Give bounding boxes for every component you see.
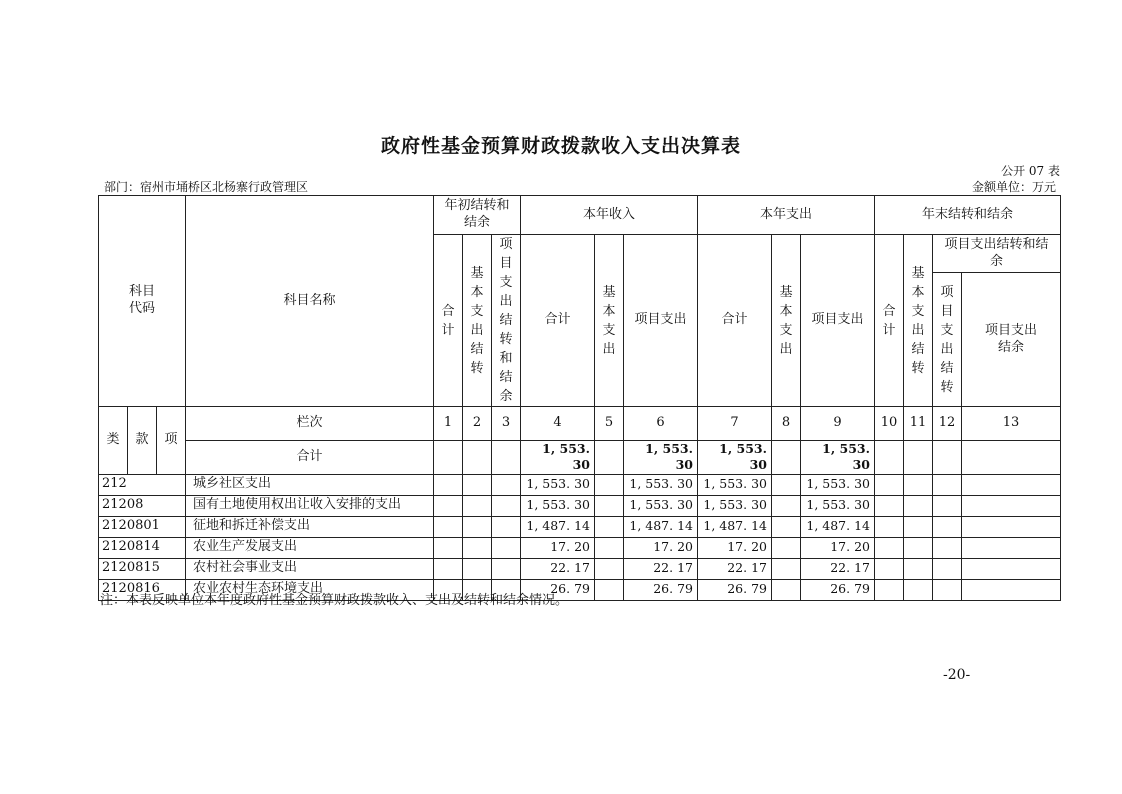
end-total-header: 合计	[875, 235, 904, 407]
column-no: 9	[801, 407, 875, 441]
subject-code: 2120816	[99, 579, 186, 600]
expense-project-cell: 26. 79	[801, 579, 875, 600]
subject-code: 21208	[99, 495, 186, 516]
income-total-cell: 17. 20	[521, 537, 595, 558]
begin-project-carry-header: 项目支出结转和结余	[492, 235, 521, 407]
empty-cell	[875, 495, 904, 516]
end-project-group-header: 项目支出结转和结余	[933, 235, 1061, 273]
income-total-cell: 26. 79	[521, 579, 595, 600]
column-no-label: 栏次	[186, 407, 434, 441]
empty-cell	[933, 516, 962, 537]
empty-cell	[933, 558, 962, 579]
column-no: 7	[698, 407, 772, 441]
expense-total-cell: 26. 79	[698, 579, 772, 600]
empty-cell	[904, 516, 933, 537]
empty-cell	[463, 495, 492, 516]
empty-cell	[875, 474, 904, 495]
empty-cell	[772, 495, 801, 516]
empty-cell	[772, 516, 801, 537]
empty-cell	[962, 495, 1061, 516]
empty-cell	[772, 537, 801, 558]
expense-total-cell: 17. 20	[698, 537, 772, 558]
empty-cell	[434, 537, 463, 558]
end-project-remain-header: 项目支出结余	[962, 273, 1061, 407]
empty-cell	[463, 516, 492, 537]
end-basic-carry-header: 基本支出结转	[904, 235, 933, 407]
begin-total-header: 合计	[434, 235, 463, 407]
income-total-cell: 1, 553. 30	[521, 495, 595, 516]
empty-cell	[904, 558, 933, 579]
table-row	[99, 474, 1061, 495]
expense-project-cell: 1, 553. 30	[801, 495, 875, 516]
total-label: 合计	[186, 441, 434, 475]
column-no: 2	[463, 407, 492, 441]
total-income-project: 1, 553. 30	[624, 441, 698, 475]
subject-name: 农村社会事业支出	[186, 558, 434, 579]
end-project-carry-header: 项目支出结转	[933, 273, 962, 407]
empty-cell	[492, 495, 521, 516]
expense-total-cell: 1, 553. 30	[698, 495, 772, 516]
empty-cell	[904, 579, 933, 600]
expense-project-cell: 22. 17	[801, 558, 875, 579]
department-label: 部门：宿州市埇桥区北杨寨行政管理区	[104, 180, 309, 194]
empty-cell	[463, 474, 492, 495]
column-no: 4	[521, 407, 595, 441]
expense-total-cell: 22. 17	[698, 558, 772, 579]
income-project-cell: 17. 20	[624, 537, 698, 558]
empty-cell	[875, 579, 904, 600]
column-no: 5	[595, 407, 624, 441]
expense-project-header: 项目支出	[801, 235, 875, 407]
expense-basic-header: 基本支出	[772, 235, 801, 407]
empty-cell	[875, 537, 904, 558]
income-project-header: 项目支出	[624, 235, 698, 407]
subject-code: 2120801	[99, 516, 186, 537]
table-row	[99, 558, 1061, 579]
income-basic-header: 基本支出	[595, 235, 624, 407]
empty-cell	[463, 558, 492, 579]
table-row	[99, 537, 1061, 558]
amount-unit-label: 金额单位：万元	[971, 180, 1056, 194]
empty-cell	[904, 474, 933, 495]
table-row	[99, 495, 1061, 516]
subject-name: 农业农村生态环境支出	[186, 579, 434, 600]
income-project-cell: 26. 79	[624, 579, 698, 600]
empty-cell	[904, 537, 933, 558]
end-balance-header: 年末结转和结余	[875, 196, 1061, 235]
empty-cell	[492, 558, 521, 579]
empty-cell	[933, 495, 962, 516]
empty-cell	[933, 579, 962, 600]
income-total-header: 合计	[521, 235, 595, 407]
total-row	[99, 441, 1061, 475]
empty-cell	[595, 537, 624, 558]
total-expense-total: 1, 553. 30	[698, 441, 772, 475]
empty-cell	[434, 558, 463, 579]
page-number: -20-	[943, 667, 971, 683]
subject-code-header: 科目代码	[99, 196, 186, 407]
empty-cell	[595, 495, 624, 516]
expense-project-cell: 1, 553. 30	[801, 474, 875, 495]
subject-name: 农业生产发展支出	[186, 537, 434, 558]
income-header: 本年收入	[521, 196, 698, 235]
empty-cell	[772, 474, 801, 495]
income-project-cell: 1, 487. 14	[624, 516, 698, 537]
column-no: 13	[962, 407, 1061, 441]
expense-project-cell: 1, 487. 14	[801, 516, 875, 537]
table-row	[99, 516, 1061, 537]
empty-cell	[962, 579, 1061, 600]
form-number: 公开 07 表	[1001, 164, 1060, 178]
empty-cell	[595, 558, 624, 579]
subject-name-header: 科目名称	[186, 196, 434, 407]
empty-cell	[933, 537, 962, 558]
empty-cell	[595, 579, 624, 600]
column-no: 12	[933, 407, 962, 441]
xiang-header: 项	[157, 407, 186, 475]
empty-cell	[595, 474, 624, 495]
income-total-cell: 1, 487. 14	[521, 516, 595, 537]
subject-name: 征地和拆迁补偿支出	[186, 516, 434, 537]
expense-total-header: 合计	[698, 235, 772, 407]
expense-header: 本年支出	[698, 196, 875, 235]
income-project-cell: 1, 553. 30	[624, 495, 698, 516]
column-no: 1	[434, 407, 463, 441]
empty-cell	[772, 579, 801, 600]
income-project-cell: 1, 553. 30	[624, 474, 698, 495]
empty-cell	[463, 537, 492, 558]
subject-code: 2120814	[99, 537, 186, 558]
income-total-cell: 22. 17	[521, 558, 595, 579]
empty-cell	[875, 558, 904, 579]
expense-total-cell: 1, 553. 30	[698, 474, 772, 495]
expense-project-cell: 17. 20	[801, 537, 875, 558]
column-no: 10	[875, 407, 904, 441]
page-title: 政府性基金预算财政拨款收入支出决算表	[380, 135, 741, 157]
expense-total-cell: 1, 487. 14	[698, 516, 772, 537]
empty-cell	[492, 516, 521, 537]
kuan-header: 款	[128, 407, 157, 475]
empty-cell	[492, 537, 521, 558]
empty-cell	[933, 474, 962, 495]
total-expense-project: 1, 553. 30	[801, 441, 875, 475]
total-income-total: 1, 553. 30	[521, 441, 595, 475]
column-no: 11	[904, 407, 933, 441]
empty-cell	[962, 558, 1061, 579]
subject-code: 212	[99, 474, 186, 495]
empty-cell	[595, 516, 624, 537]
begin-balance-header: 年初结转和结余	[434, 196, 521, 235]
column-no: 6	[624, 407, 698, 441]
subject-name: 城乡社区支出	[186, 474, 434, 495]
begin-basic-carry-header: 基本支出结转	[463, 235, 492, 407]
empty-cell	[962, 516, 1061, 537]
empty-cell	[434, 474, 463, 495]
empty-cell	[962, 474, 1061, 495]
empty-cell	[434, 516, 463, 537]
income-project-cell: 22. 17	[624, 558, 698, 579]
lei-header: 类	[99, 407, 128, 475]
column-no: 8	[772, 407, 801, 441]
column-no: 3	[492, 407, 521, 441]
empty-cell	[962, 537, 1061, 558]
income-total-cell: 1, 553. 30	[521, 474, 595, 495]
subject-name: 国有土地使用权出让收入安排的支出	[186, 495, 434, 516]
empty-cell	[492, 474, 521, 495]
empty-cell	[434, 495, 463, 516]
table-note: 注：本表反映单位本年度政府性基金预算财政拨款收入、支出及结转和结余情况。	[100, 593, 569, 608]
subject-code: 2120815	[99, 558, 186, 579]
budget-table	[98, 195, 1061, 601]
empty-cell	[772, 558, 801, 579]
empty-cell	[904, 495, 933, 516]
empty-cell	[875, 516, 904, 537]
